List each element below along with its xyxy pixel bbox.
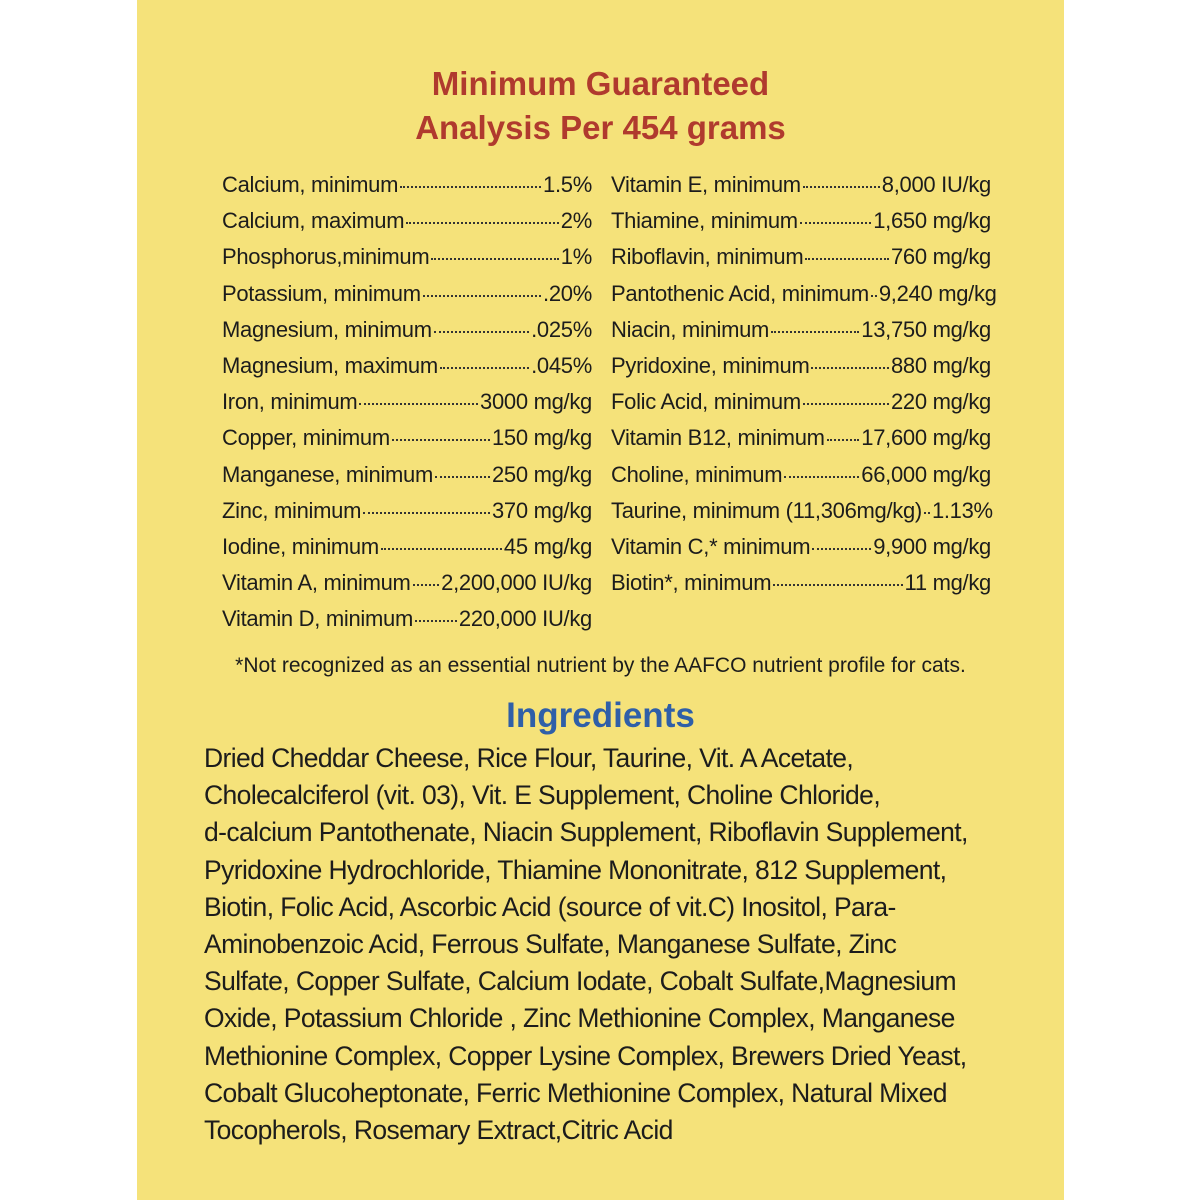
nutrient-value: 17,600 mg/kg (861, 425, 991, 451)
nutrient-value: .20% (543, 280, 592, 306)
analysis-row (222, 423, 592, 459)
nutrient-value: 8,000 IU/kg (881, 172, 991, 197)
nutrient-value: 880 mg/kg (890, 352, 991, 378)
nutrient-value: 150 mg/kg (491, 425, 592, 451)
nutrient-value: 1,650 mg/kg (873, 208, 991, 234)
ingredients-line: Cholecalciferol (vit. 03), Vit. E Supplement, Choline Chloride, (204, 780, 881, 811)
analysis-column-left (222, 170, 592, 640)
nutrient-label: Zinc, minimum (222, 497, 362, 523)
ingredients-text (204, 740, 1054, 1149)
analysis-title (137, 62, 1064, 150)
nutrient-label: Niacin, minimum (611, 316, 770, 342)
analysis-row (222, 604, 592, 640)
dot-leader (392, 423, 490, 445)
dot-leader (771, 315, 859, 337)
analysis-row (222, 387, 592, 423)
nutrient-label: Calcium, minimum (222, 172, 399, 197)
analysis-row (611, 242, 991, 278)
analysis-row (611, 279, 997, 315)
analysis-row (222, 496, 592, 532)
nutrient-value: 9,240 mg/kg (878, 280, 997, 306)
nutrient-label: Copper, minimum (222, 425, 390, 451)
nutrient-label: Iodine, minimum (222, 533, 379, 559)
nutrient-value: 11 mg/kg (904, 570, 991, 596)
nutrient-value: 1% (560, 244, 592, 270)
dot-leader (871, 279, 877, 301)
analysis-row (611, 532, 991, 568)
ingredients-line: Tocopherols, Rosemary Extract,Citric Acid (204, 1114, 673, 1145)
analysis-row (222, 279, 592, 315)
dot-leader (773, 568, 902, 590)
dot-leader (924, 496, 930, 518)
analysis-row (611, 170, 991, 206)
nutrient-label: Vitamin A, minimum (222, 570, 411, 596)
analysis-row (222, 170, 592, 206)
dot-leader (431, 242, 558, 264)
analysis-row (222, 242, 592, 278)
nutrient-label: Choline, minimum (611, 461, 783, 487)
ingredients-line: Cobalt Glucoheptonate, Ferric Methionine Complex, Natural Mixed (204, 1077, 947, 1108)
nutrient-label: Manganese, minimum (222, 461, 434, 487)
nutrient-value: 760 mg/kg (890, 244, 991, 270)
nutrient-label: Pyridoxine, minimum (611, 352, 810, 378)
analysis-row (611, 315, 991, 351)
nutrient-value: 66,000 mg/kg (861, 461, 991, 487)
dot-leader (435, 460, 490, 482)
nutrient-label: Vitamin B12, minimum (611, 425, 825, 451)
dot-leader (423, 279, 541, 301)
analysis-row (611, 568, 991, 604)
dot-leader (359, 387, 478, 409)
ingredients-line: Methionine Complex, Copper Lysine Complex, Brewers Dried Yeast, (204, 1040, 967, 1071)
analysis-column-right (611, 170, 997, 604)
ingredients-line: Sulfate, Copper Sulfate, Calcium Iodate, Cobalt Sulfate,Magnesium (204, 966, 957, 997)
dot-leader (827, 423, 860, 445)
dot-leader (803, 170, 880, 192)
analysis-row (611, 351, 991, 387)
analysis-row (222, 532, 592, 568)
ingredients-line: Biotin, Folic Acid, Ascorbic Acid (source of vit.C) Inositol, Para- (204, 891, 896, 922)
nutrient-value: 3000 mg/kg (480, 389, 592, 415)
nutrient-label: Biotin*, minimum (611, 570, 772, 596)
nutrient-label: Phosphorus,minimum (222, 244, 430, 270)
nutrient-label: Vitamin D, minimum (222, 606, 414, 632)
dot-leader (363, 496, 490, 518)
ingredients-line: Dried Cheddar Cheese, Rice Flour, Taurine, Vit. A Acetate, (204, 743, 854, 773)
nutrient-value: 370 mg/kg (491, 497, 592, 523)
analysis-row (611, 387, 991, 423)
nutrient-label: Thiamine, minimum (611, 208, 798, 234)
dot-leader (415, 604, 457, 626)
nutrient-value: 220,000 IU/kg (458, 606, 592, 632)
nutrient-value: 250 mg/kg (491, 461, 592, 487)
nutrient-value: 1.5% (543, 172, 592, 197)
analysis-row (611, 423, 991, 459)
dot-leader (406, 206, 559, 228)
nutrient-value: 45 mg/kg (503, 533, 592, 559)
nutrient-label: Magnesium, maximum (222, 352, 438, 378)
ingredients-line: Oxide, Potassium Chloride , Zinc Methionine Complex, Manganese (204, 1003, 955, 1034)
ingredients-line: d-calcium Pantothenate, Niacin Supplement, Riboflavin Supplement, (204, 817, 968, 848)
dot-leader (400, 170, 541, 192)
dot-leader (803, 387, 889, 409)
nutrient-value: 9,900 mg/kg (873, 533, 991, 559)
ingredients-line: Pyridoxine Hydrochloride, Thiamine Mononitrate, 812 Supplement, (204, 854, 947, 885)
nutrient-label: Magnesium, minimum (222, 316, 432, 342)
dot-leader (784, 460, 859, 482)
nutrient-value: 13,750 mg/kg (861, 316, 991, 342)
dot-leader (413, 568, 440, 590)
nutrient-value: .025% (531, 316, 592, 342)
nutrient-label: Taurine, minimum (11,306mg/kg) (611, 497, 922, 523)
nutrient-label: Potassium, minimum (222, 280, 421, 306)
dot-leader (805, 242, 889, 264)
dot-leader (800, 206, 871, 228)
analysis-row (611, 496, 991, 532)
ingredients-line: Aminobenzoic Acid, Ferrous Sulfate, Manganese Sulfate, Zinc (204, 928, 897, 959)
nutrient-label: Folic Acid, minimum (611, 389, 801, 415)
analysis-row (222, 568, 592, 604)
ingredients-heading: Ingredients (506, 696, 695, 735)
dot-leader (440, 351, 529, 373)
analysis-row (222, 460, 592, 496)
nutrient-value: 220 mg/kg (890, 389, 991, 415)
nutrient-value: 2,200,000 IU/kg (441, 570, 592, 596)
dot-leader (812, 532, 871, 554)
analysis-row (222, 315, 592, 351)
analysis-row (611, 460, 991, 496)
analysis-title-line-1: Minimum Guaranteed (431, 65, 770, 102)
analysis-title-line-2: Analysis Per 454 grams (415, 109, 786, 146)
analysis-row (222, 206, 592, 242)
analysis-row (611, 206, 991, 242)
dot-leader (811, 351, 889, 373)
dot-leader (381, 532, 502, 554)
footnote: *Not recognized as an essential nutrient by the AAFCO nutrient profile for cats. (235, 654, 966, 677)
nutrient-value: 2% (560, 208, 592, 234)
nutrient-label: Vitamin C,* minimum (611, 533, 811, 559)
nutrient-value: .045% (531, 352, 592, 378)
nutrient-label: Calcium, maximum (222, 208, 405, 234)
nutrient-label: Pantothenic Acid, minimum (611, 280, 869, 306)
dot-leader (434, 315, 529, 337)
nutrient-label: Vitamin E, minimum (611, 172, 801, 197)
nutrient-value: 1.13% (931, 497, 993, 523)
nutrient-label: Iron, minimum (222, 389, 358, 415)
nutrient-label: Riboflavin, minimum (611, 244, 804, 270)
analysis-row (222, 351, 592, 387)
